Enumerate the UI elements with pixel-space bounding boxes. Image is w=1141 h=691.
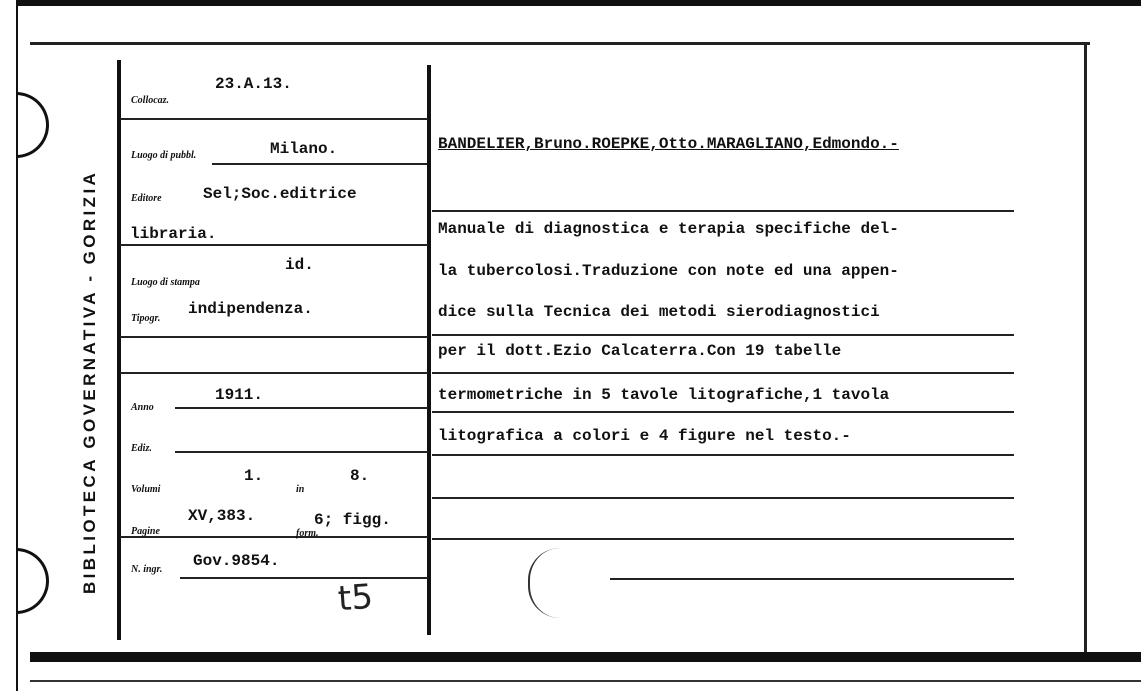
label-pagine: Pagine: [131, 526, 160, 537]
rule: [432, 334, 1014, 336]
description-line: la tubercolosi.Traduzione con note ed una appen-: [438, 262, 899, 280]
rule: [432, 454, 1014, 456]
rule: [120, 244, 428, 246]
label-formato: form.: [296, 528, 319, 539]
description-line: termometriche in 5 tavole litografiche,1 tavola: [438, 386, 890, 404]
punch-hole-top: [16, 92, 49, 158]
card-right-border: [1084, 45, 1087, 655]
label-editore: Editore: [131, 193, 162, 204]
pencil-scribble: [528, 548, 560, 618]
library-stamp-label: BIBLIOTECA GOVERNATIVA - GORIZIA: [80, 169, 99, 594]
rule: [432, 411, 1014, 413]
top-edge: [0, 0, 1141, 6]
rule: [432, 372, 1014, 374]
rule: [432, 210, 1014, 212]
tipografia-value: indipendenza.: [188, 300, 313, 318]
label-volumi: Volumi: [131, 484, 161, 495]
label-luogo-pubbl: Luogo di pubbl.: [131, 150, 197, 161]
pencil-annotation: t5: [336, 576, 375, 620]
label-anno: Anno: [131, 402, 154, 413]
card-bottom-border: [30, 652, 1141, 662]
description-line: dice sulla Tecnica dei metodi sierodiagnostici: [438, 303, 880, 321]
rule: [175, 451, 428, 453]
n-ingresso-value: Gov.9854.: [193, 552, 280, 570]
pagine-value: XV,383.: [188, 507, 256, 525]
label-edizione: Ediz.: [131, 443, 152, 454]
rule: [120, 536, 428, 538]
card-lower-edge: [30, 680, 1141, 682]
volumi-value: 1.: [244, 467, 264, 485]
rule: [212, 163, 427, 165]
left-column-rule: [117, 60, 121, 640]
in-value: 8.: [350, 467, 370, 485]
rule: [120, 118, 428, 120]
rule: [175, 407, 428, 409]
rule: [120, 372, 428, 374]
collocazione-value: 23.A.13.: [215, 75, 292, 93]
editore-value-1: Sel;Soc.editrice: [203, 185, 357, 203]
label-luogo-stampa: Luogo di stampa: [131, 277, 200, 288]
anno-value: 1911.: [215, 386, 264, 404]
middle-column-rule: [427, 65, 431, 635]
punch-hole-bottom: [16, 548, 49, 614]
rule: [432, 497, 1014, 499]
formato-value: 6; figg.: [314, 511, 391, 529]
rule: [120, 336, 428, 338]
card-top-border: [30, 42, 1090, 45]
label-n-ingresso: N. ingr.: [131, 564, 163, 575]
description-line: per il dott.Ezio Calcaterra.Con 19 tabelle: [438, 342, 842, 360]
rule: [610, 578, 1014, 580]
luogo-stampa-value: id.: [285, 256, 314, 274]
rule: [432, 538, 1014, 540]
label-tipografia: Tipogr.: [131, 313, 161, 324]
authors-heading: BANDELIER,Bruno.ROEPKE,Otto.MARAGLIANO,Edmondo.-: [438, 135, 899, 153]
label-in: in: [296, 484, 305, 495]
description-line: Manuale di diagnostica e terapia specifiche del-: [438, 220, 899, 238]
description-line: litografica a colori e 4 figure nel testo.-: [438, 427, 851, 445]
editore-value-2: libraria.: [130, 225, 217, 243]
rule: [180, 577, 428, 579]
label-collocazione: Collocaz.: [131, 95, 170, 106]
luogo-pubbl-value: Milano.: [270, 140, 338, 158]
